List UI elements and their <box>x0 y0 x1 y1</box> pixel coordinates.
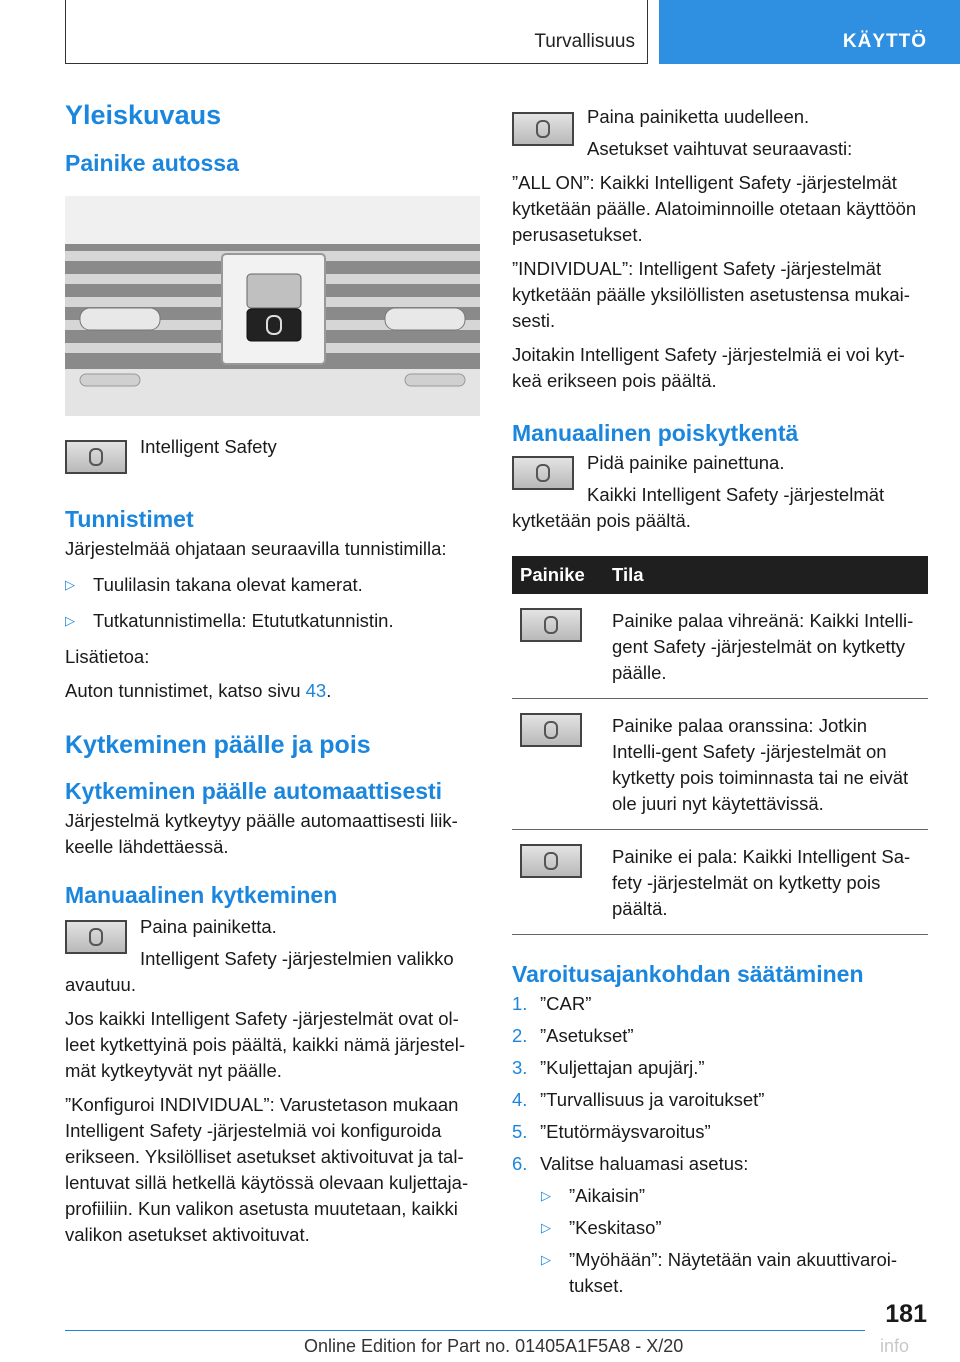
table-cell-status: Painike ei pala: Kaikki Intelligent Sa-fety -järjestelmät on kytketty pois päältä. <box>604 830 928 935</box>
icon-row-hold <box>512 450 928 508</box>
dashboard-button-photo <box>65 196 480 416</box>
table-header-button: Painike <box>512 556 604 594</box>
table-header-status: Tila <box>604 556 928 594</box>
table-cell-status: Painike palaa oranssina: Jotkin Intelli-gent Safety -järjestelmät on kytketty pois toiminnasta tai ne eivät ole juuri nyt käytettävissä. <box>604 699 928 830</box>
all-on-paragraph: ”ALL ON”: Kaikki Intelligent Safety -järjestelmät kytketään päälle. Alatoiminnoille otetaan käyttöön perusasetukset. <box>512 172 917 245</box>
list-item: 5. ”Etutörmäysvaroitus” <box>512 1121 711 1142</box>
individual-paragraph: ”INDIVIDUAL”: Intelligent Safety -järjestelmät kytketään päälle yksilöllisten asetustensa mukai-sesti. <box>512 258 910 331</box>
intelligent-safety-button-icon <box>65 440 127 474</box>
heading-sensors: Tunnistimet <box>65 506 194 532</box>
table-row <box>512 699 928 830</box>
table-row <box>512 594 928 699</box>
manual-paragraph-1: Jos kaikki Intelligent Safety -järjestelmät ovat ol-leet kytkettyinä pois päältä, kaikki nämä järjestel-mät kytkeytyvät nyt päälle. <box>65 1008 465 1081</box>
heading-auto-switch: Kytkeminen päälle automaattisesti <box>65 778 443 804</box>
triangle-bullet-icon: ▷ <box>65 613 75 628</box>
button-icon-orange <box>520 713 582 747</box>
page-link[interactable]: 43 <box>305 680 327 701</box>
button-status-table <box>512 556 928 935</box>
table-header-row <box>512 556 928 594</box>
list-item: ▷ ”Aikaisin” <box>541 1183 928 1209</box>
button-icon-green <box>520 608 582 642</box>
footer-rule <box>65 1330 865 1331</box>
manual-step-1: Paina painiketta. <box>140 916 277 937</box>
heading-button-in-car: Painike autossa <box>65 150 239 176</box>
icon-caption: Intelligent Safety <box>140 436 277 457</box>
manual-step-2-line: Intelligent Safety -järjestelmien valikko <box>140 948 454 969</box>
list-item: ▷ Tuulilasin takana olevat kamerat. <box>65 572 480 598</box>
icon-row-manual <box>65 914 480 972</box>
heading-manual-off: Manuaalinen poiskytkentä <box>512 420 799 446</box>
heading-warning-timing: Varoitusajankohdan säätäminen <box>512 961 864 987</box>
list-item: 2. ”Asetukset” <box>512 1025 634 1046</box>
heading-manual-switch: Manuaalinen kytkeminen <box>65 882 338 908</box>
list-item: 6. Valitse haluamasi asetus: <box>512 1153 749 1174</box>
all-off-line: Kaikki Intelligent Safety -järjestelmät <box>587 484 885 505</box>
heading-overview: Yleiskuvaus <box>65 100 222 130</box>
triangle-bullet-icon: ▷ <box>541 1252 551 1267</box>
left-column <box>65 102 480 1248</box>
vent-illustration <box>65 196 480 416</box>
icon-row-press-again <box>512 104 928 162</box>
more-info-label: Lisätietoa: <box>65 646 150 667</box>
header-chapter-tab <box>659 0 960 64</box>
icon-row-intelligent-safety <box>65 434 480 478</box>
right-column <box>512 104 928 1299</box>
button-icon-off <box>520 844 582 878</box>
list-item: 3. ”Kuljettajan apujärj.” <box>512 1057 705 1078</box>
auto-switch-text: Järjestelmä kytkeytyy päälle automaattisesti liik-keelle lähdettäessä. <box>65 810 458 857</box>
page-number: 181 <box>885 1300 927 1328</box>
footer-watermark: info <box>880 1336 910 1356</box>
table-cell-status: Painike palaa vihreänä: Kaikki Intelli-gent Safety -järjestelmät on kytketty päälle. <box>604 594 928 699</box>
some-cannot-paragraph: Joitakin Intelligent Safety -järjestelmiä ei voi kyt-keä erikseen pois päältä. <box>512 344 905 391</box>
triangle-bullet-icon: ▷ <box>65 577 75 592</box>
list-item: ▷ Tutkatunnistimella: Etututkatunnistin. <box>65 608 480 634</box>
list-item: ▷ ”Keskitaso” <box>541 1215 928 1241</box>
manual-step-2-cont: avautuu. <box>65 974 136 995</box>
intelligent-safety-button-icon <box>65 920 127 954</box>
footer-edition: Online Edition for Part no. 01405A1F5A8 - X/20 <box>304 1336 684 1356</box>
header-section-title: Turvallisuus <box>534 31 635 52</box>
all-off-cont: kytketään pois päältä. <box>512 510 691 531</box>
press-again-text: Paina painiketta uudelleen. <box>587 106 810 127</box>
hold-button-text: Pidä painike painettuna. <box>587 452 785 473</box>
chapter-label: KÄYTTÖ <box>842 31 927 52</box>
sensors-reference: Auton tunnistimet, katso sivu 43. <box>65 680 332 701</box>
list-item: 4. ”Turvallisuus ja varoitukset” <box>512 1089 765 1110</box>
triangle-bullet-icon: ▷ <box>541 1220 551 1235</box>
settings-change-text: Asetukset vaihtuvat seuraavasti: <box>587 138 853 159</box>
list-item: 1. ”CAR” <box>512 993 592 1014</box>
intelligent-safety-button-icon <box>512 456 574 490</box>
heading-switch-on-off: Kytkeminen päälle ja pois <box>65 731 371 759</box>
triangle-bullet-icon: ▷ <box>541 1188 551 1203</box>
sensors-intro: Järjestelmää ohjataan seuraavilla tunnistimilla: <box>65 538 447 559</box>
intelligent-safety-button-icon <box>512 112 574 146</box>
table-row <box>512 830 928 935</box>
list-item: ▷ ”Myöhään”: Näytetään vain akuuttivaroi-tukset. <box>541 1249 898 1296</box>
manual-paragraph-2: ”Konfiguroi INDIVIDUAL”: Varustetason mukaan Intelligent Safety -järjestelmiä voi konfiguroida erikseen. Yksilölliset asetukset aktivoituvat ja tal-lentuvat sillä hetkellä käytössä olevaan kuljettaja-profiiliin. Kun valikon asetusta muutetaan, kaikki valikon asetukset aktivoituvat. <box>65 1094 469 1245</box>
